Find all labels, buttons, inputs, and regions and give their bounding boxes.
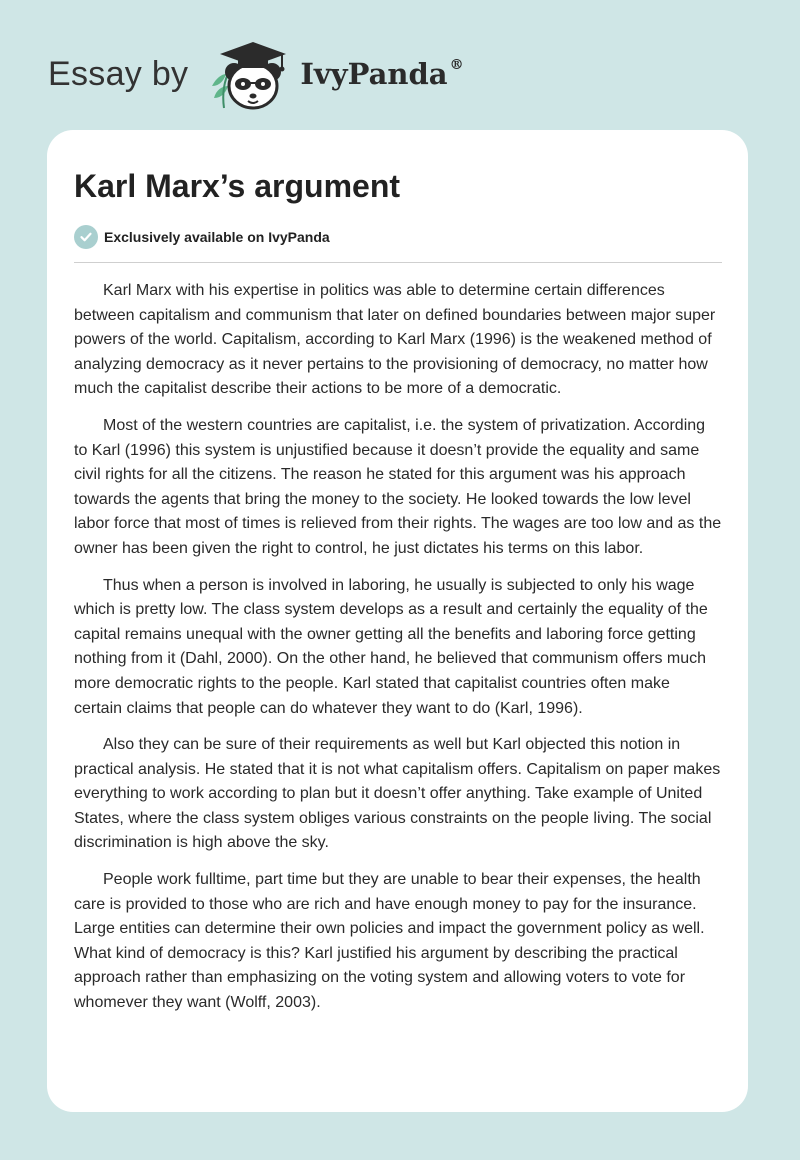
page-title: Karl Marx’s argument [74,168,401,204]
paragraph: Most of the western countries are capitalist, i.e. the system of privatization. According to Karl (1996) this system is unjustified because it doesn’t provide the equality and same civil rights for all the citizens. The reason he stated for this argument was his approach towards the agents that bring the money to the society. He looked towards the low level labor force that most of times is relieved from their rights. The wages are too low and as the owner has been given the right to control, he just dictates his terms on this labor. [74,416,722,557]
brand-name [300,57,463,91]
paragraph: Karl Marx with his expertise in politics was able to determine certain differences between capitalism and communism that later on defined boundaries between major super powers of the world. Capitalism, according to Karl Marx (1996) is the weakened method of analyzing democracy as it never pertains to the provisioning of democracy, no matter how much the capitalist describe their actions to be more of a democratic. [74,282,716,398]
panda-graduate-icon [202,34,294,114]
exclusive-badge [74,224,722,250]
brand-prefix: Essay by [48,54,189,93]
check-circle-icon [74,225,98,249]
brand-logo[interactable] [48,34,464,114]
paragraph: People work fulltime, part time but they are unable to bear their expenses, the health care is provided to those who are rich and have enough money to pay for the insurance. Large entities can determine their own policies and impact the government policy as well. What kind of democracy is this? Karl justified his argument by describing the practical approach rather than emphasizing on the voting system and allowing voters to vote for whomever they want (Wolff, 2003). [74,871,705,1012]
brand-registered-mark: ® [449,57,464,73]
paragraph: Thus when a person is involved in laboring, he usually is subjected to only his wage which is pretty low. The class system develops as a result and certainly the equality of the capital remains unequal with the owner getting all the benefits and laboring force getting nothing from it (Dahl, 2000). On the other hand, he believed that communism offers much more democratic rights to the people. Karl stated that capitalist countries often make certain claims that people can do whatever they want to do (Karl, 1996). [74,576,708,717]
essay-body [74,279,722,1016]
brand-name-text: IvyPanda [300,57,448,91]
divider [74,262,722,263]
exclusive-badge-text: Exclusively available on IvyPanda [104,229,330,245]
essay-card [47,130,748,1112]
paragraph: Also they can be sure of their requirements as well but Karl objected this notion in practical analysis. He stated that it is not what capitalism offers. Capitalism on paper makes everything to work according to plan but it doesn’t offer anything. Take example of United States, where the class system obliges various constraints on the people living. The social discrimination is high above the sky. [74,736,721,852]
